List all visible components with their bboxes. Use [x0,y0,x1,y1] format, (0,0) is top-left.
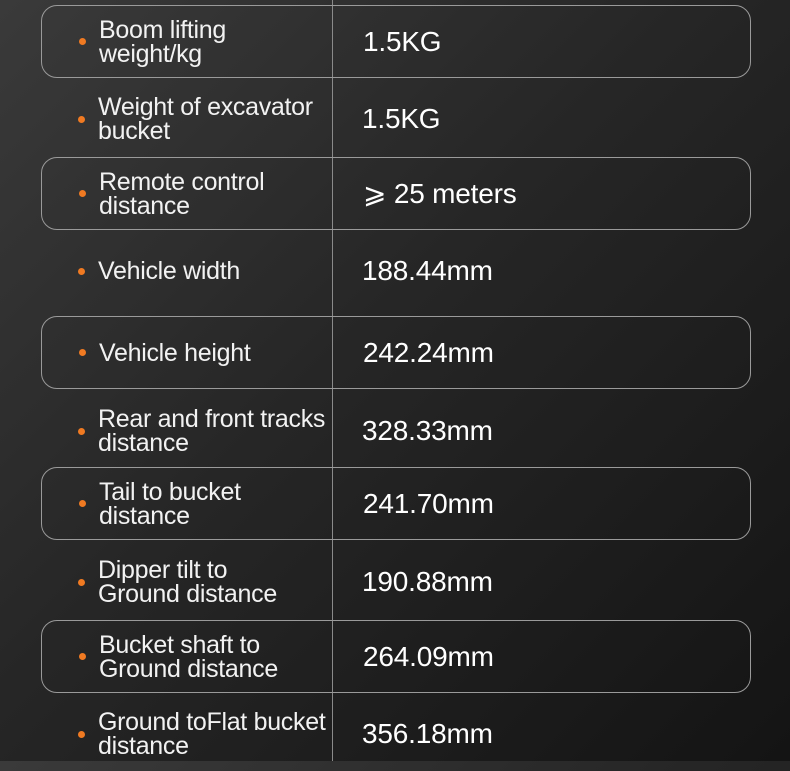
bullet-icon [78,579,85,586]
spec-label: Vehicle height [99,338,251,367]
spec-value: ⩾ 25 meters [363,178,517,209]
bullet-icon [79,38,86,45]
bullet-icon [78,116,85,123]
spec-row [41,316,751,389]
spec-value: 356.18mm [362,718,493,749]
spec-label: Vehicle width [98,257,241,285]
bullet-icon [78,268,85,275]
spec-label: Boom lifting weight/kg [99,15,227,68]
bullet-icon [79,349,86,356]
spec-label-cell [42,338,333,367]
spec-row [41,157,751,230]
spec-label-cell [42,15,333,68]
spec-label-cell [41,95,332,143]
spec-value: 328.33mm [362,415,493,446]
spec-label-cell [41,407,332,455]
spec-value: 242.24mm [363,336,494,368]
spec-value: 1.5KG [362,103,441,134]
spec-value: 190.88mm [362,566,493,597]
spec-label-cell [41,259,332,283]
spec-label-cell [42,630,333,683]
spec-label-cell [42,477,333,530]
spec-row [41,5,751,78]
spec-label: Ground toFlat bucket distance [98,708,326,760]
bullet-icon [78,428,85,435]
spec-row [41,620,751,693]
spec-value: 1.5KG [363,25,442,57]
bullet-icon [78,731,85,738]
bullet-icon [79,500,86,507]
spec-label: Tail to bucket distance [99,477,241,530]
spec-label: Weight of excavator bucket [98,93,313,145]
spec-value: 188.44mm [362,255,493,286]
spec-label: Bucket shaft to Ground distance [99,630,278,683]
spec-label: Rear and front tracks distance [98,405,326,457]
spec-row [41,234,751,308]
spec-row [41,545,751,619]
spec-row [41,467,751,540]
spec-row [41,697,751,771]
spec-value: 264.09mm [363,640,494,672]
spec-label-cell [42,167,333,220]
spec-value: 241.70mm [363,487,494,519]
spec-label-cell [41,558,332,606]
bullet-icon [79,190,86,197]
spec-row [41,394,751,468]
spec-label: Dipper tilt to Ground distance [98,556,277,608]
spec-label-cell [41,710,332,758]
bullet-icon [79,653,86,660]
spec-label: Remote control distance [99,167,265,220]
spec-row [41,82,751,156]
